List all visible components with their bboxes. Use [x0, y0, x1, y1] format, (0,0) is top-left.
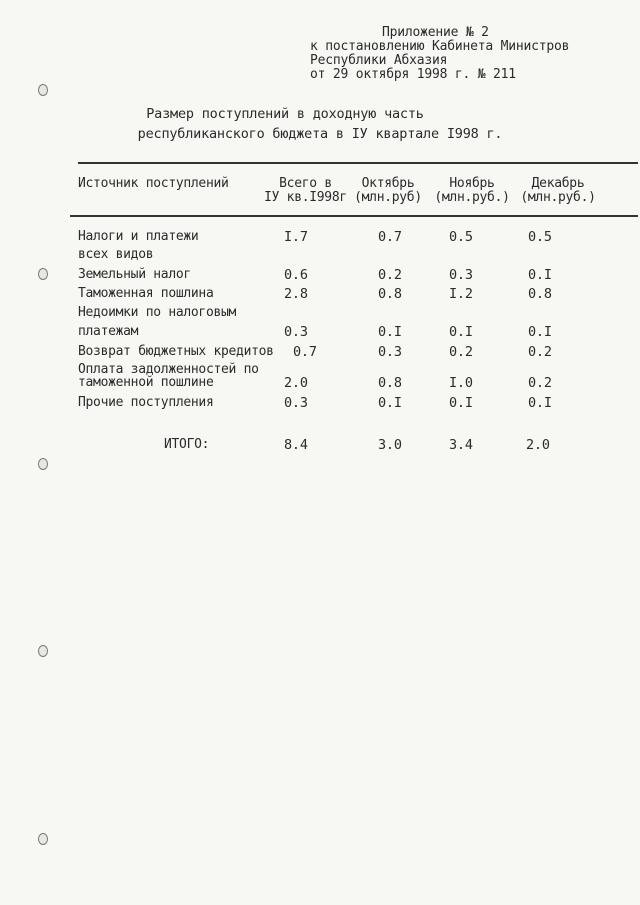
cell-october: 0.2 — [378, 267, 402, 283]
cell-november: 0.2 — [449, 344, 473, 360]
header-november-line2: (млн.руб.) — [434, 190, 510, 205]
total-label: ИТОГО: — [164, 437, 210, 452]
appendix-header — [310, 26, 569, 82]
total-november: 3.4 — [449, 437, 473, 453]
cell-total: 0.3 — [284, 324, 308, 340]
cell-december: 0.I — [528, 324, 552, 340]
title-line-1: Размер поступлений в доходную часть — [146, 106, 424, 122]
appendix-number: Приложение № 2 — [382, 25, 489, 40]
header-total-line2: IУ кв.I998г — [264, 190, 347, 205]
appendix-resolution: к постановлению Кабинета Министров — [310, 39, 570, 54]
cell-december: 0.2 — [528, 375, 552, 391]
header-december — [516, 177, 600, 205]
cell-december: 0.I — [528, 395, 552, 411]
header-december-line1: Декабрь — [531, 176, 585, 191]
header-december-line2: (млн.руб.) — [520, 190, 596, 205]
row-source: Недоимки по налоговым — [78, 305, 237, 320]
cell-november: 0.I — [449, 395, 473, 411]
cell-november: 0.5 — [449, 229, 473, 245]
header-november — [431, 177, 513, 205]
row-source: Оплата задолженностей по — [78, 362, 259, 377]
total-december: 2.0 — [526, 437, 550, 453]
cell-total: I.7 — [284, 229, 308, 245]
cell-total: 2.0 — [284, 375, 308, 391]
row-source: Налоги и платежи — [78, 229, 199, 244]
cell-total: 0.7 — [293, 344, 317, 360]
cell-total: 0.3 — [284, 395, 308, 411]
cell-december: 0.8 — [528, 286, 552, 302]
header-october-line2: (млн.руб) — [354, 190, 422, 205]
punch-hole — [38, 833, 48, 845]
punch-hole — [38, 458, 48, 470]
cell-october: 0.3 — [378, 344, 402, 360]
cell-november: I.0 — [449, 375, 473, 391]
row-source: Прочие поступления — [78, 395, 214, 410]
row-source: Земельный налог — [78, 267, 191, 282]
cell-december: 0.2 — [528, 344, 552, 360]
cell-october: 0.8 — [378, 375, 402, 391]
total-october: 3.0 — [378, 437, 402, 453]
row-source-line2: платежам — [78, 324, 139, 339]
cell-october: 0.8 — [378, 286, 402, 302]
cell-november: I.2 — [449, 286, 473, 302]
total-sum: 8.4 — [284, 437, 308, 453]
cell-december: 0.5 — [528, 229, 552, 245]
header-november-line1: Ноябрь — [449, 176, 495, 191]
cell-total: 0.6 — [284, 267, 308, 283]
cell-october: 0.7 — [378, 229, 402, 245]
row-source-line2: всех видов — [78, 247, 154, 262]
table-top-rule — [78, 162, 638, 164]
header-total — [258, 177, 353, 205]
cell-november: 0.I — [449, 324, 473, 340]
header-october-line1: Октябрь — [361, 176, 415, 191]
row-source-line2: таможенной пошлине — [78, 375, 214, 390]
cell-october: 0.I — [378, 395, 402, 411]
punch-hole — [38, 268, 48, 280]
cell-total: 2.8 — [284, 286, 308, 302]
header-source: Источник поступлений — [78, 176, 229, 191]
table-header-rule — [70, 215, 638, 217]
appendix-republic: Республики Абхазия — [310, 53, 448, 68]
punch-hole — [38, 84, 48, 96]
cell-october: 0.I — [378, 324, 402, 340]
row-source: Таможенная пошлина — [78, 286, 214, 301]
row-source: Возврат бюджетных кредитов — [78, 344, 274, 359]
header-total-line1: Всего в — [279, 176, 332, 191]
cell-november: 0.3 — [449, 267, 473, 283]
title-line-2: республиканского бюджета в IУ квартале I998 г. — [137, 126, 503, 142]
appendix-date: от 29 октября 1998 г. № 211 — [310, 67, 516, 82]
cell-december: 0.I — [528, 267, 552, 283]
punch-hole — [38, 645, 48, 657]
header-october — [348, 177, 428, 205]
document-title — [0, 104, 640, 144]
